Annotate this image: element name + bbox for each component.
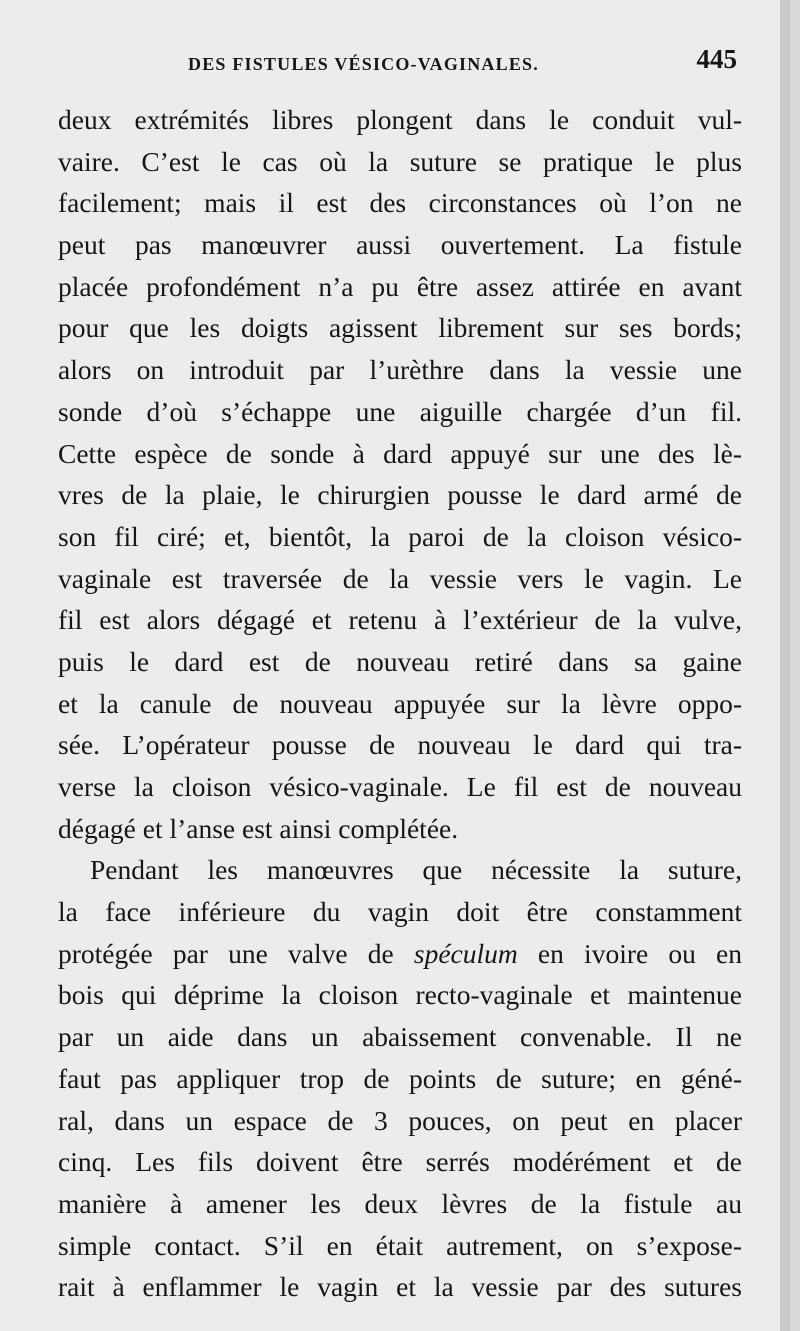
text-line: fil est alors dégagé et retenu à l’extérieur de la vulve, — [58, 604, 742, 636]
text-line: vaginale est traversée de la vessie vers le vagin. Le — [58, 562, 742, 594]
text-line: Pendant les manœuvres que nécessite la suture, — [90, 854, 742, 886]
running-title: DES FISTULES VÉSICO-VAGINALES. — [188, 54, 539, 74]
body-text — [58, 99, 742, 1308]
paragraph-2 — [58, 849, 742, 1308]
text-segment: en ivoire ou en — [517, 937, 742, 969]
text-line: sonde d’où s’échappe une aiguille chargée d’un fil. — [58, 395, 742, 427]
text-line: verse la cloison vésico-vaginale. Le fil est de nouveau — [58, 771, 742, 802]
text-line: pour que les doigts agissent librement sur ses bords; — [58, 312, 742, 344]
page-number: 445 — [696, 44, 737, 74]
text-line: puis le dard est de nouveau retiré dans sa gaine — [58, 645, 742, 677]
text-line: sée. L’opérateur pousse de nouveau le dard qui tra- — [58, 729, 742, 761]
text-line: alors on introduit par l’urèthre dans la vessie une — [58, 354, 742, 386]
text-line: placée profondément n’a pu être assez attirée en avant — [58, 270, 742, 302]
text-line: Cette espèce de sonde à dard appuyé sur une des lè- — [58, 437, 742, 469]
text-line: peut pas manœuvrer aussi ouvertement. La fistule — [58, 229, 742, 261]
italic-term: spéculum — [413, 937, 518, 969]
page-edge — [780, 0, 790, 1331]
text-line: manière à amener les deux lèvres de la fistule au — [58, 1187, 742, 1219]
text-line: deux extrémités libres plongent dans le conduit vul- — [58, 104, 742, 135]
text-line: cinq. Les fils doivent être serrés modérément et de — [58, 1146, 742, 1178]
text-line: facilement; mais il est des circonstances où l’on ne — [58, 187, 742, 219]
text-line: et la canule de nouveau appuyée sur la lèvre oppo- — [58, 687, 742, 719]
text-line: vres de la plaie, le chirurgien pousse le dard armé de — [58, 479, 742, 511]
paragraph-1 — [58, 99, 742, 849]
text-line: son fil ciré; et, bientôt, la paroi de la cloison vésico- — [58, 520, 742, 552]
text-line: ral, dans un espace de 3 pouces, on peut en placer — [58, 1104, 742, 1136]
text-line: bois qui déprime la cloison recto-vaginale et maintenue — [58, 979, 742, 1011]
text-line: par un aide dans un abaissement convenable. Il ne — [58, 1021, 742, 1053]
text-line: faut pas appliquer trop de points de suture; en géné- — [58, 1062, 742, 1094]
text-line: rait à enflammer le vagin et la vessie par des sutures — [58, 1271, 742, 1303]
running-head — [55, 44, 745, 84]
text-line: la face inférieure du vagin doit être constamment — [58, 896, 742, 928]
text-line: dégagé et l’anse est ainsi complétée. — [58, 812, 459, 844]
text-line: vaire. C’est le cas où la suture se pratique le plus — [58, 145, 742, 177]
text-segment: protégée par une valve de — [58, 937, 414, 969]
text-line: simple contact. S’il en était autrement, on s’expose- — [58, 1229, 742, 1261]
text-line-with-italic — [58, 933, 742, 975]
